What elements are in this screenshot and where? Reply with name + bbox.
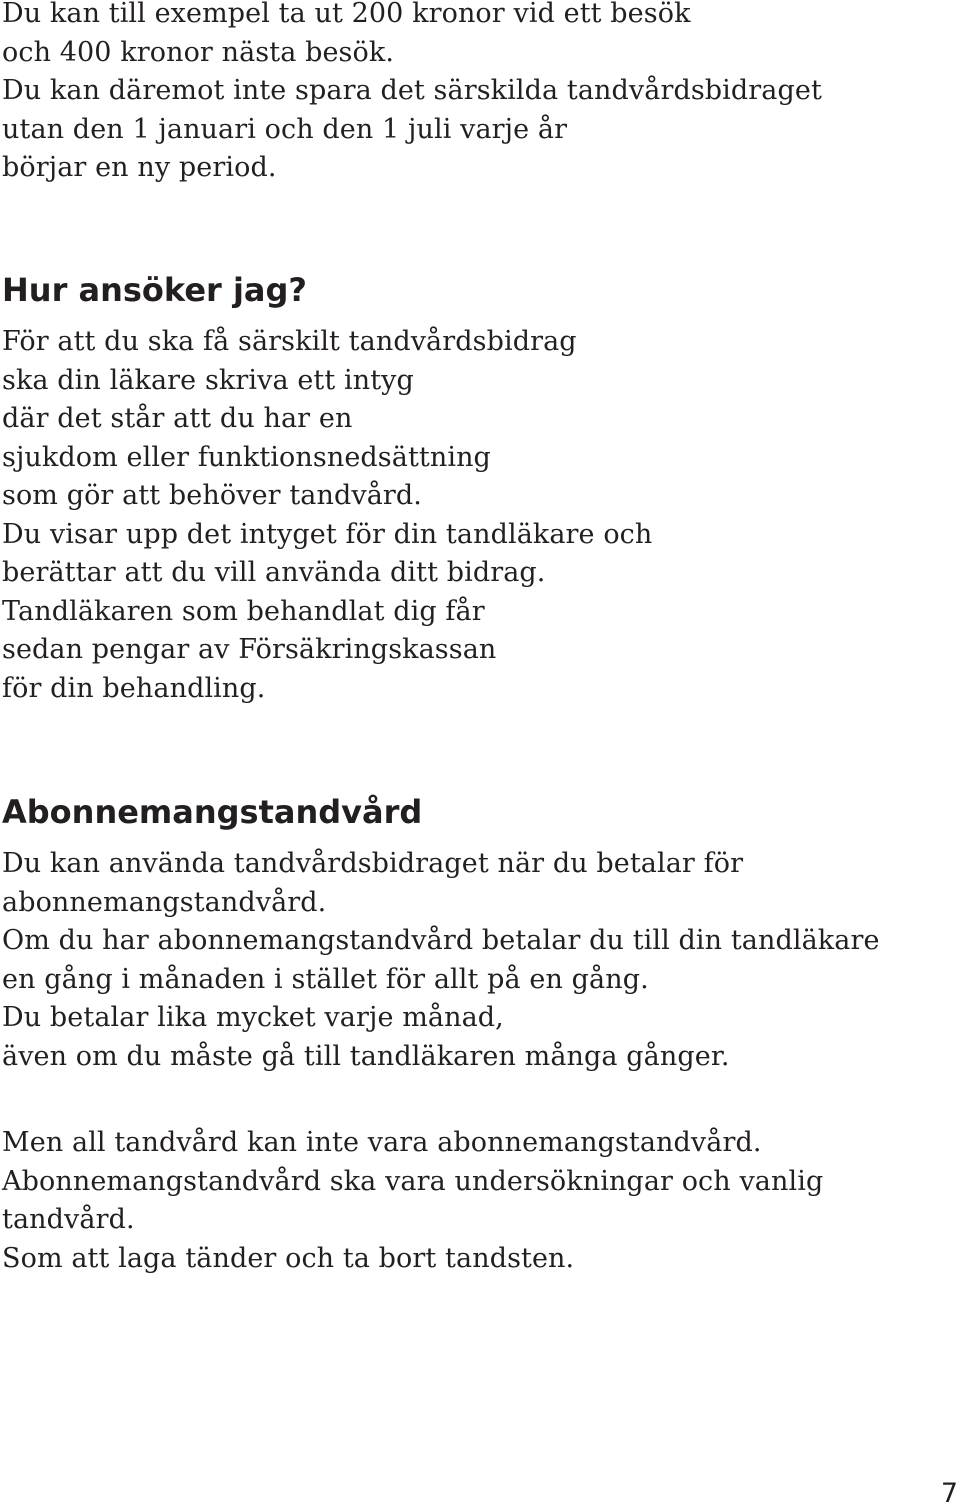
text-line: berättar att du vill använda ditt bidrag.	[2, 557, 546, 588]
text-line: Om du har abonnemangstandvård betalar du till din tandläkare	[2, 925, 880, 956]
text-line: Du kan till exempel ta ut 200 kronor vid ett besök	[2, 0, 691, 29]
text-line: Som att laga tänder och ta bort tandsten.	[2, 1242, 575, 1274]
text-line: abonnemangstandvård.	[2, 886, 327, 918]
text-line: börjar en ny period.	[2, 152, 277, 183]
text-line: Tandläkaren som behandlat dig får	[2, 595, 485, 627]
text-line: där det står att du har en	[2, 403, 353, 434]
section-paragraph-hur-ansoker	[2, 323, 652, 708]
text-line: Du visar upp det intyget för din tandläkare och	[2, 518, 653, 550]
text-line: utan den 1 januari och den 1 juli varje år	[2, 113, 568, 145]
text-line: sjukdom eller funktionsnedsättning	[2, 441, 491, 473]
text-line: som gör att behöver tandvård.	[2, 480, 422, 511]
text-line: Du kan använda tandvårdsbidraget när du betalar för	[2, 848, 744, 879]
text-line: För att du ska få särskilt tandvårdsbidrag	[2, 326, 577, 357]
section-heading-abonnemangstandvard: Abonnemangstandvård	[2, 793, 423, 831]
intro-paragraph	[2, 0, 822, 188]
text-line: för din behandling.	[2, 672, 266, 704]
text-line: Du betalar lika mycket varje månad,	[2, 1002, 504, 1033]
text-line: Abonnemangstandvård ska vara undersökningar och vanlig	[2, 1165, 824, 1197]
section-heading-hur-ansoker: Hur ansöker jag?	[2, 271, 307, 309]
page-number: 7	[940, 1478, 958, 1509]
text-line: sedan pengar av Försäkringskassan	[2, 634, 497, 665]
text-line: en gång i månaden i stället för allt på en gång.	[2, 963, 649, 995]
text-line: ska din läkare skriva ett intyg	[2, 364, 414, 396]
text-line: även om du måste gå till tandläkaren många gånger.	[2, 1040, 730, 1072]
section-paragraph-abonnemang-2	[2, 1124, 823, 1278]
text-line: Du kan däremot inte spara det särskilda tandvårdsbidraget	[2, 75, 822, 106]
text-line: och 400 kronor nästa besök.	[2, 36, 395, 68]
section-paragraph-abonnemang-1	[2, 845, 880, 1076]
text-line: Men all tandvård kan inte vara abonnemangstandvård.	[2, 1127, 762, 1158]
text-line: tandvård.	[2, 1204, 135, 1235]
